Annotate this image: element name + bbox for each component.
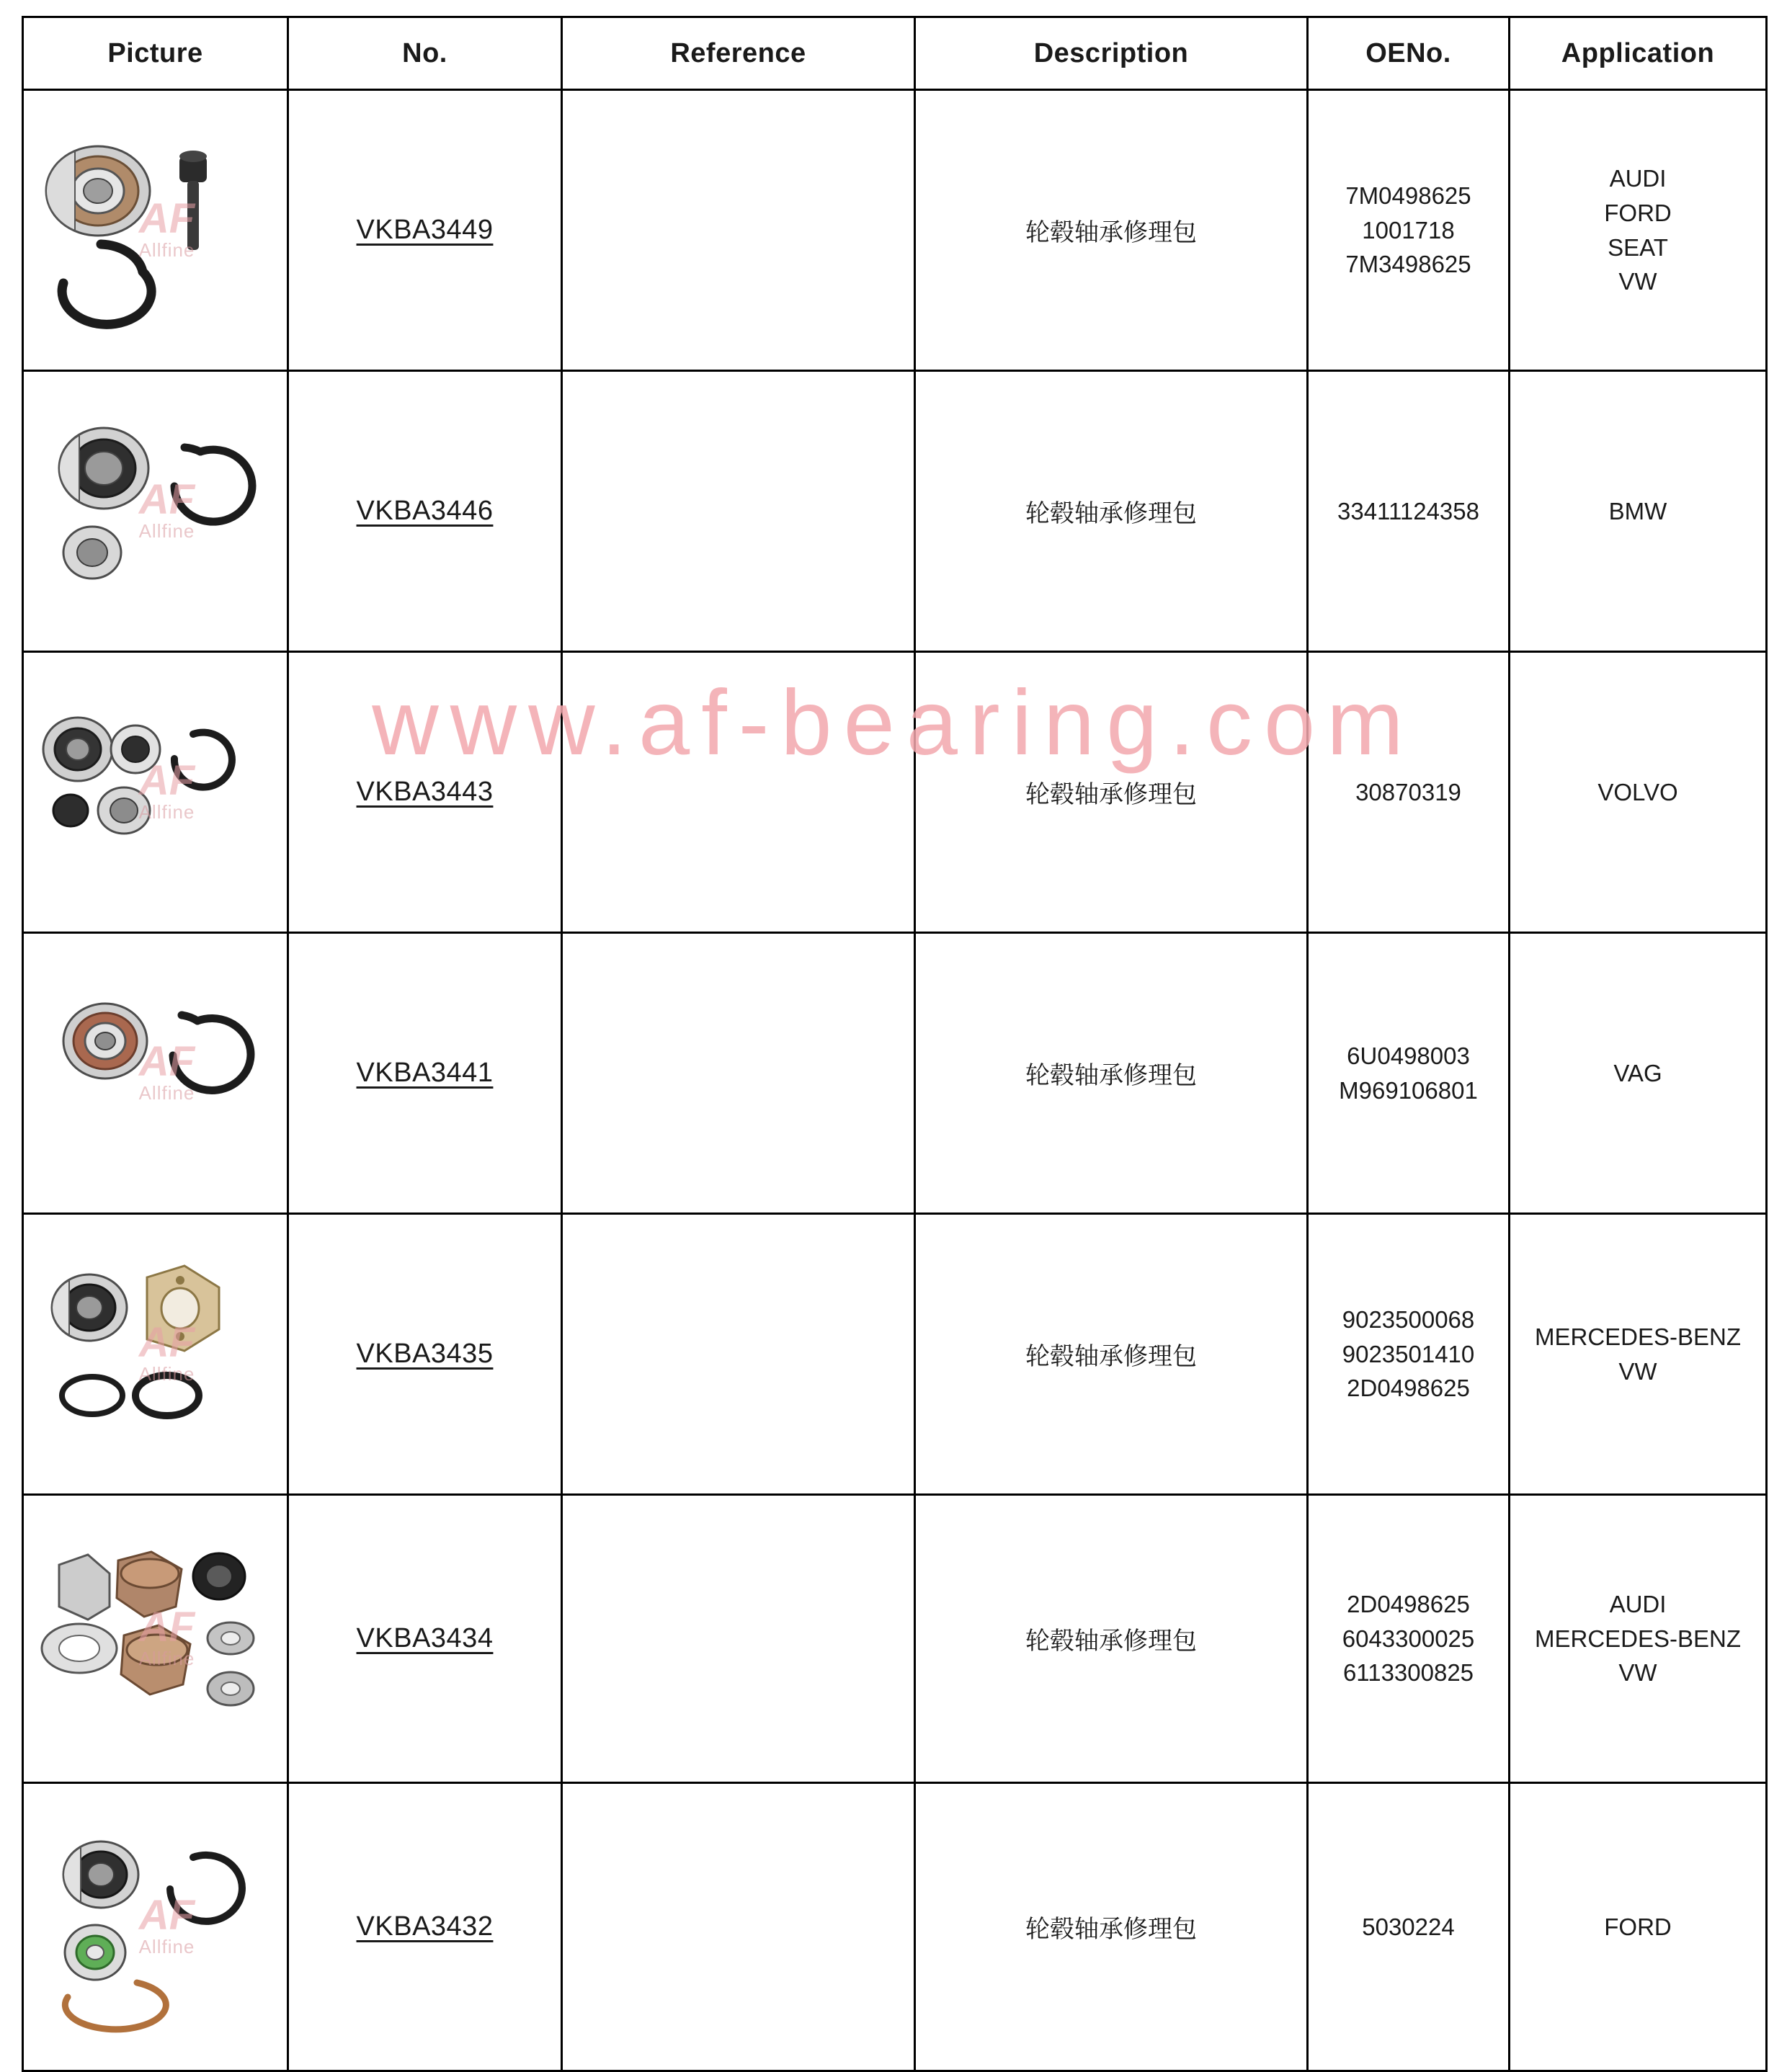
description-text: 轮毂轴承修理包 bbox=[1025, 1916, 1197, 1943]
reference-cell bbox=[562, 90, 915, 371]
reference-cell bbox=[562, 1783, 915, 2071]
product-image-vkba3441 bbox=[26, 955, 285, 1192]
product-image-cell bbox=[23, 1495, 288, 1783]
table-row bbox=[23, 1214, 1767, 1495]
table-row bbox=[23, 90, 1767, 371]
product-no-link[interactable]: VKBA3435 bbox=[356, 1339, 494, 1369]
product-image-vkba3443 bbox=[26, 674, 285, 911]
application-cell bbox=[1510, 1783, 1767, 2071]
oe-number: 9023500068 bbox=[1342, 1305, 1475, 1333]
application-brand: VW bbox=[1618, 268, 1657, 295]
description-text: 轮毂轴承修理包 bbox=[1025, 781, 1197, 808]
application-cell bbox=[1510, 1214, 1767, 1495]
oeno-cell bbox=[1308, 90, 1510, 371]
oe-number: M969106801 bbox=[1339, 1076, 1478, 1104]
product-no-cell bbox=[288, 1214, 562, 1495]
application-brand: MERCEDES-BENZ bbox=[1534, 1323, 1742, 1350]
oeno-cell bbox=[1308, 371, 1510, 652]
logo-watermark: AF Allfine bbox=[138, 1603, 195, 1669]
oe-number: 33411124358 bbox=[1337, 497, 1479, 524]
logo-watermark: AF Allfine bbox=[138, 1318, 195, 1385]
product-no-cell bbox=[288, 90, 562, 371]
oe-number: 1001718 bbox=[1362, 216, 1455, 244]
product-table bbox=[22, 16, 1768, 2072]
product-no-cell bbox=[288, 1495, 562, 1783]
description-text: 轮毂轴承修理包 bbox=[1025, 1627, 1197, 1655]
description-cell bbox=[915, 933, 1308, 1214]
application-brand: VW bbox=[1618, 1357, 1657, 1385]
product-no-link[interactable]: VKBA3441 bbox=[356, 1058, 494, 1088]
product-no-link[interactable]: VKBA3434 bbox=[356, 1623, 494, 1653]
application-brand: AUDI bbox=[1609, 1590, 1667, 1617]
product-image-vkba3432 bbox=[26, 1808, 285, 2046]
product-no-link[interactable]: VKBA3432 bbox=[356, 1911, 494, 1942]
application-cell bbox=[1510, 652, 1767, 933]
column-header-picture: Picture bbox=[23, 17, 288, 90]
description-cell bbox=[915, 90, 1308, 371]
oe-number: 6113300825 bbox=[1342, 1659, 1474, 1687]
table-row bbox=[23, 652, 1767, 933]
product-image-cell bbox=[23, 933, 288, 1214]
product-image-cell bbox=[23, 371, 288, 652]
application-cell bbox=[1510, 371, 1767, 652]
description-text: 轮毂轴承修理包 bbox=[1025, 1343, 1197, 1370]
application-brand: FORD bbox=[1604, 1913, 1672, 1940]
product-image-cell bbox=[23, 1214, 288, 1495]
application-brand: VW bbox=[1618, 1659, 1657, 1687]
oe-number: 30870319 bbox=[1355, 778, 1461, 805]
site-watermark: www.af-bearing.com bbox=[372, 671, 1415, 774]
application-brand: VAG bbox=[1613, 1059, 1662, 1086]
product-no-cell bbox=[288, 1783, 562, 2071]
table-header-row bbox=[23, 17, 1767, 90]
reference-cell bbox=[562, 1214, 915, 1495]
description-cell bbox=[915, 1783, 1308, 2071]
product-image-cell bbox=[23, 652, 288, 933]
product-no-cell bbox=[288, 371, 562, 652]
product-image-cell bbox=[23, 1783, 288, 2071]
application-brand: AUDI bbox=[1609, 164, 1667, 192]
oeno-cell bbox=[1308, 1214, 1510, 1495]
oeno-cell bbox=[1308, 652, 1510, 933]
column-header-application: Application bbox=[1510, 17, 1767, 90]
product-image-cell bbox=[23, 90, 288, 371]
product-image-vkba3449 bbox=[26, 112, 285, 349]
oe-number: 9023501410 bbox=[1342, 1340, 1475, 1367]
column-header-no: No. bbox=[288, 17, 562, 90]
oeno-cell bbox=[1308, 933, 1510, 1214]
reference-cell bbox=[562, 1495, 915, 1783]
table-row bbox=[23, 1495, 1767, 1783]
application-cell bbox=[1510, 1495, 1767, 1783]
logo-watermark: AF Allfine bbox=[138, 1891, 195, 1957]
table-row bbox=[23, 1783, 1767, 2071]
description-cell bbox=[915, 371, 1308, 652]
application-brand: SEAT bbox=[1608, 233, 1668, 261]
oe-number: 2D0498625 bbox=[1347, 1590, 1470, 1617]
product-no-cell bbox=[288, 933, 562, 1214]
product-image-vkba3435 bbox=[26, 1236, 285, 1473]
logo-watermark: AF Allfine bbox=[138, 195, 195, 261]
table-row bbox=[23, 371, 1767, 652]
application-brand: BMW bbox=[1608, 497, 1667, 524]
product-image-vkba3434 bbox=[26, 1520, 285, 1758]
column-header-description: Description bbox=[915, 17, 1308, 90]
description-cell bbox=[915, 1214, 1308, 1495]
description-text: 轮毂轴承修理包 bbox=[1025, 1062, 1197, 1089]
table-row bbox=[23, 933, 1767, 1214]
column-header-reference: Reference bbox=[562, 17, 915, 90]
description-cell bbox=[915, 652, 1308, 933]
description-text: 轮毂轴承修理包 bbox=[1025, 500, 1197, 527]
oeno-cell bbox=[1308, 1495, 1510, 1783]
oe-number: 7M3498625 bbox=[1345, 251, 1471, 278]
application-cell bbox=[1510, 90, 1767, 371]
description-text: 轮毂轴承修理包 bbox=[1025, 219, 1197, 246]
oe-number: 7M0498625 bbox=[1345, 182, 1471, 209]
logo-watermark: AF Allfine bbox=[138, 475, 195, 542]
reference-cell bbox=[562, 933, 915, 1214]
application-brand: MERCEDES-BENZ bbox=[1534, 1625, 1742, 1652]
oe-number: 5030224 bbox=[1362, 1913, 1455, 1940]
product-no-link[interactable]: VKBA3446 bbox=[356, 496, 494, 526]
application-cell bbox=[1510, 933, 1767, 1214]
oe-number: 6043300025 bbox=[1342, 1625, 1475, 1652]
oe-number: 2D0498625 bbox=[1347, 1375, 1470, 1402]
column-header-oeno: OENo. bbox=[1308, 17, 1510, 90]
logo-watermark: AF Allfine bbox=[138, 1037, 195, 1104]
oeno-cell bbox=[1308, 1783, 1510, 2071]
product-no-cell bbox=[288, 652, 562, 933]
product-no-link[interactable]: VKBA3443 bbox=[356, 777, 494, 807]
product-no-link[interactable]: VKBA3449 bbox=[356, 215, 494, 245]
reference-cell bbox=[562, 652, 915, 933]
application-brand: FORD bbox=[1604, 199, 1672, 226]
reference-cell bbox=[562, 371, 915, 652]
product-image-vkba3446 bbox=[26, 393, 285, 630]
application-brand: VOLVO bbox=[1597, 778, 1678, 805]
description-cell bbox=[915, 1495, 1308, 1783]
oe-number: 6U0498003 bbox=[1347, 1042, 1470, 1069]
logo-watermark: AF Allfine bbox=[138, 756, 195, 823]
